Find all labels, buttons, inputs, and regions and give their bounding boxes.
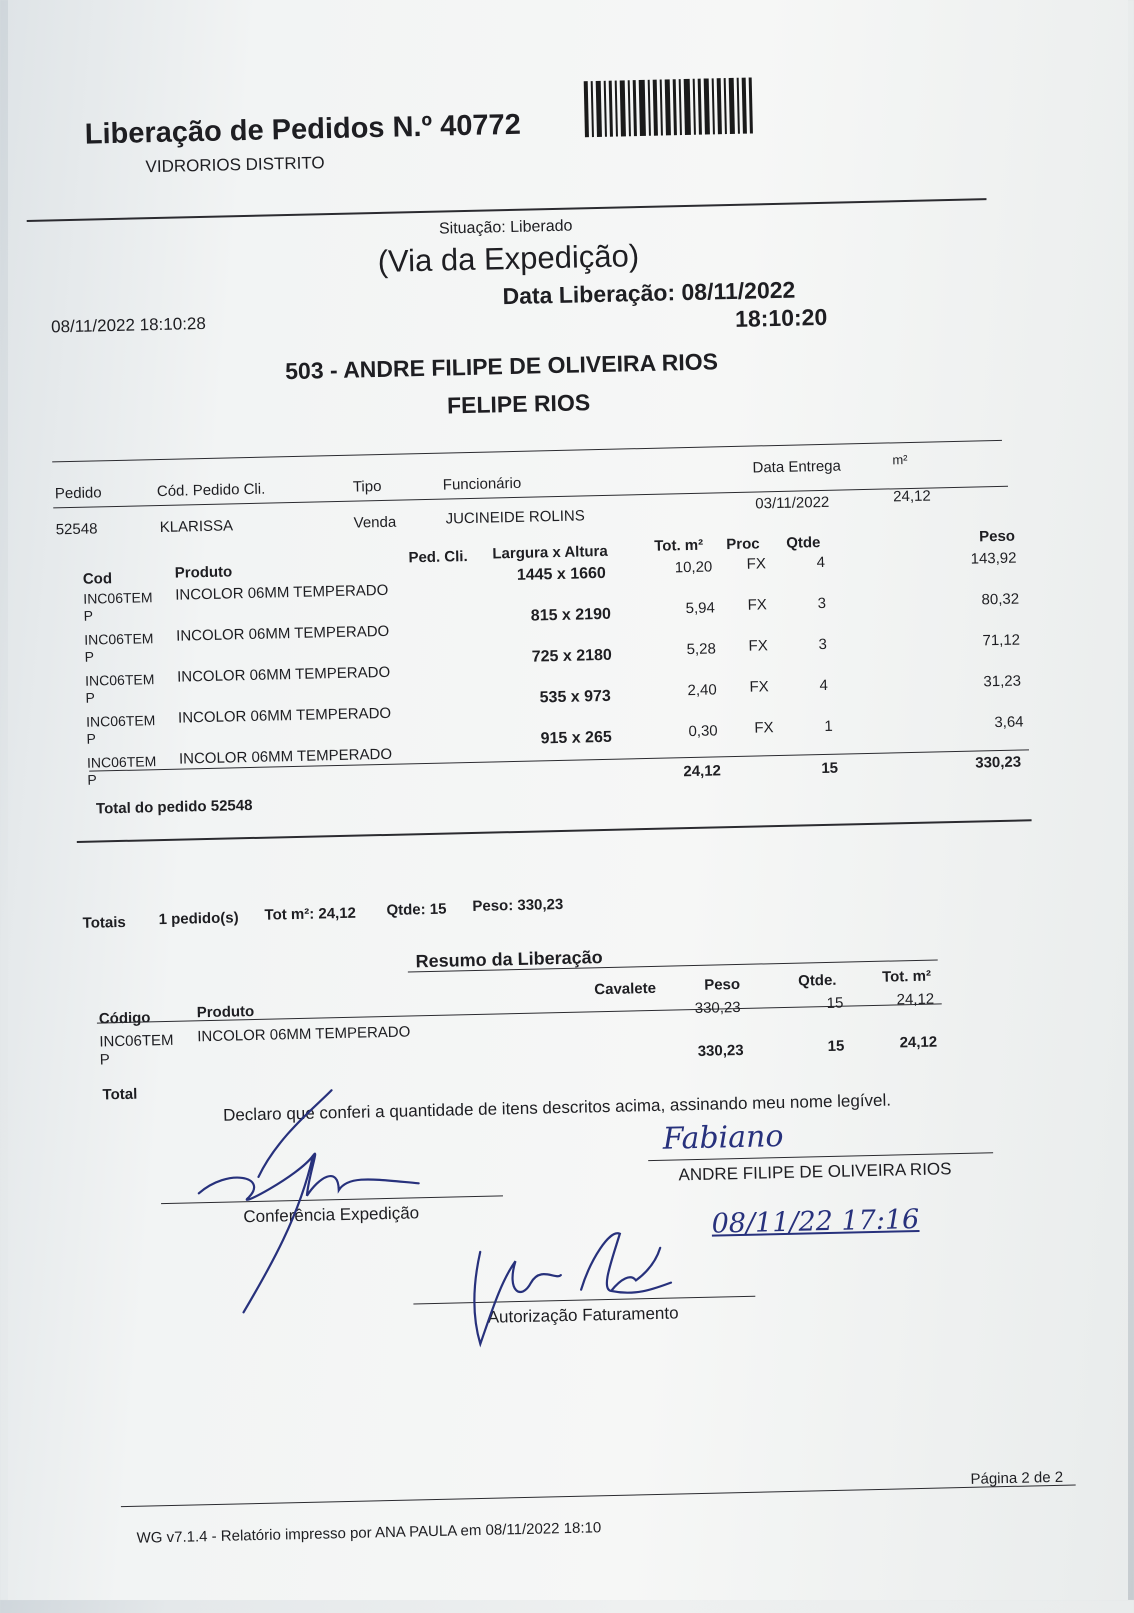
footer-page-number: Página 2 de 2 [970,1468,1064,1488]
barcode [584,77,765,139]
row-qtde: 1 [824,717,833,735]
autorizacao-signature-scribble [460,1217,693,1352]
totais-label: Totais [82,913,126,932]
footer-printed-by: WG v7.1.4 - Relatório impresso por ANA PAULA em 08/11/2022 18:10 [136,1519,602,1547]
totais-tot-m2: Tot m²: 24,12 [264,904,357,924]
client-signature-name: ANDRE FILIPE DE OLIVEIRA RIOS [678,1159,952,1185]
row-cod-suffix: P [85,689,96,706]
row-dims: 815 x 2190 [530,605,612,625]
print-datetime: 08/11/2022 18:10:28 [50,313,207,337]
resumo-row-qtde: 15 [826,994,844,1012]
row-dims: 535 x 973 [539,687,612,707]
value-funcionario: JUCINEIDE ROLINS [445,507,585,528]
col-produto: Produto [174,563,233,582]
col-tot-m2: Tot. m² [654,536,704,555]
row-dims: 725 x 2180 [531,646,613,666]
row-peso: 80,32 [981,590,1020,609]
row-cod-suffix: P [84,648,95,665]
col-qtde: Qtde [786,534,821,552]
total-pedido-m2: 24,12 [683,762,722,781]
order-top-divider [52,440,1002,463]
label-cod-pedido-cli: Cód. Pedido Cli. [156,480,266,501]
col-peso: Peso [978,527,1016,546]
conferencia-signature-scribble [187,1093,452,1319]
row-qtde: 4 [819,676,829,695]
value-tipo: Venda [353,513,397,532]
declaration-text: Declaro que conferi a quantidade de itens descritos acima, assinando meu nome legível. [222,1090,892,1125]
row-qtde: 3 [817,594,827,613]
row-peso: 3,64 [994,713,1024,732]
value-pedido: 52548 [55,520,98,539]
resumo-total-label: Total [102,1085,138,1104]
row-produto: INCOLOR 06MM TEMPERADO [178,745,393,768]
resumo-col-cavalete: Cavalete [594,979,657,999]
row-produto: INCOLOR 06MM TEMPERADO [175,581,389,604]
resumo-col-peso: Peso [704,975,741,994]
row-produto: INCOLOR 06MM TEMPERADO [175,622,390,645]
row-peso: 71,12 [982,631,1021,650]
row-cod: INC06TEM [85,712,156,730]
data-liberacao: Data Liberação: 08/11/2022 [502,276,796,310]
resumo-col-produto: Produto [196,1002,255,1022]
resumo-row-codigo-suffix: P [99,1051,110,1069]
col-cod: Cod [82,570,113,588]
row-tot-m2: 5,94 [685,599,716,618]
situacao: Situação: Liberado [438,217,573,238]
row-proc: FX [748,637,768,655]
col-proc: Proc [726,535,760,554]
row-proc: FX [749,678,769,696]
label-funcionario: Funcionário [442,474,522,494]
items-bottom-divider [77,819,1032,842]
row-tot-m2: 5,28 [686,640,717,659]
row-cod-suffix: P [86,730,97,747]
row-produto: INCOLOR 06MM TEMPERADO [176,663,391,686]
resumo-title: Resumo da Liberação [415,947,603,972]
client-handwritten-signature: Fabiano [662,1119,784,1157]
client-alias: FELIPE RIOS [446,389,591,419]
value-cod-pedido-cli: KLARISSA [159,517,234,537]
row-tot-m2: 2,40 [687,681,717,700]
client-name: 503 - ANDRE FILIPE DE OLIVEIRA RIOS [284,348,719,385]
row-cod: INC06TEM [84,630,154,648]
row-dims: 1445 x 1660 [516,564,607,584]
resumo-row-peso: 330,23 [694,998,741,1017]
resumo-col-qtde: Qtde. [797,971,837,990]
label-tipo: Tipo [352,477,382,496]
row-qtde: 4 [816,553,826,572]
resumo-total-peso: 330,23 [697,1041,744,1060]
data-liberacao-time: 18:10:20 [734,303,828,332]
company-name: VIDRORIOS DISTRITO [145,153,325,177]
label-data-entrega: Data Entrega [752,457,842,477]
row-peso: 31,23 [983,672,1022,691]
row-cod: INC06TEM [84,671,155,689]
row-peso: 143,92 [970,549,1017,568]
row-qtde: 3 [818,635,828,654]
col-ped-cli: Ped. Cli. [408,548,468,567]
total-pedido-label: Total do pedido 52548 [95,796,253,818]
row-cod-suffix: P [83,607,94,624]
row-cod-suffix: P [87,771,97,788]
row-cod: INC06TEM [86,753,157,771]
resumo-row-codigo: INC06TEM [99,1031,174,1051]
via-label: (Via da Expedição) [377,238,640,279]
row-produto: INCOLOR 06MM TEMPERADO [177,704,392,727]
label-m2: m² [892,452,908,468]
resumo-col-tot-m2: Tot. m² [881,967,932,986]
value-data-entrega: 03/11/2022 [755,493,830,513]
row-tot-m2: 0,30 [688,722,718,741]
row-proc: FX [746,555,767,573]
document-title: Liberação de Pedidos N.º 40772 [84,108,522,151]
total-pedido-qtde: 15 [821,759,839,778]
row-tot-m2: 10,20 [674,558,713,577]
resumo-total-qtde: 15 [827,1037,845,1055]
value-m2: 24,12 [893,487,931,506]
totais-peso: Peso: 330,23 [472,895,564,916]
resumo-total-tot-m2: 24,12 [899,1033,938,1052]
resumo-row-tot-m2: 24,12 [896,990,935,1009]
autorizacao-label: Autorização Faturamento [487,1303,679,1327]
footer-divider [121,1484,1076,1507]
resumo-row-produto: INCOLOR 06MM TEMPERADO [197,1023,411,1046]
row-dims: 915 x 265 [540,728,612,748]
row-proc: FX [747,596,767,614]
totais-pedidos: 1 pedido(s) [158,909,239,929]
handwritten-date: 08/11/22 17:16 [711,1203,920,1240]
header-divider [27,198,987,221]
conferencia-label: Conferência Expedição [243,1203,420,1227]
row-cod: INC06TEM [83,589,153,607]
total-pedido-peso: 330,23 [975,753,1022,772]
row-proc: FX [754,719,774,737]
label-pedido: Pedido [54,484,102,503]
totais-qtde: Qtde: 15 [386,900,447,919]
resumo-col-codigo: Código [98,1009,151,1028]
col-largura-altura: Largura x Altura [492,542,608,563]
